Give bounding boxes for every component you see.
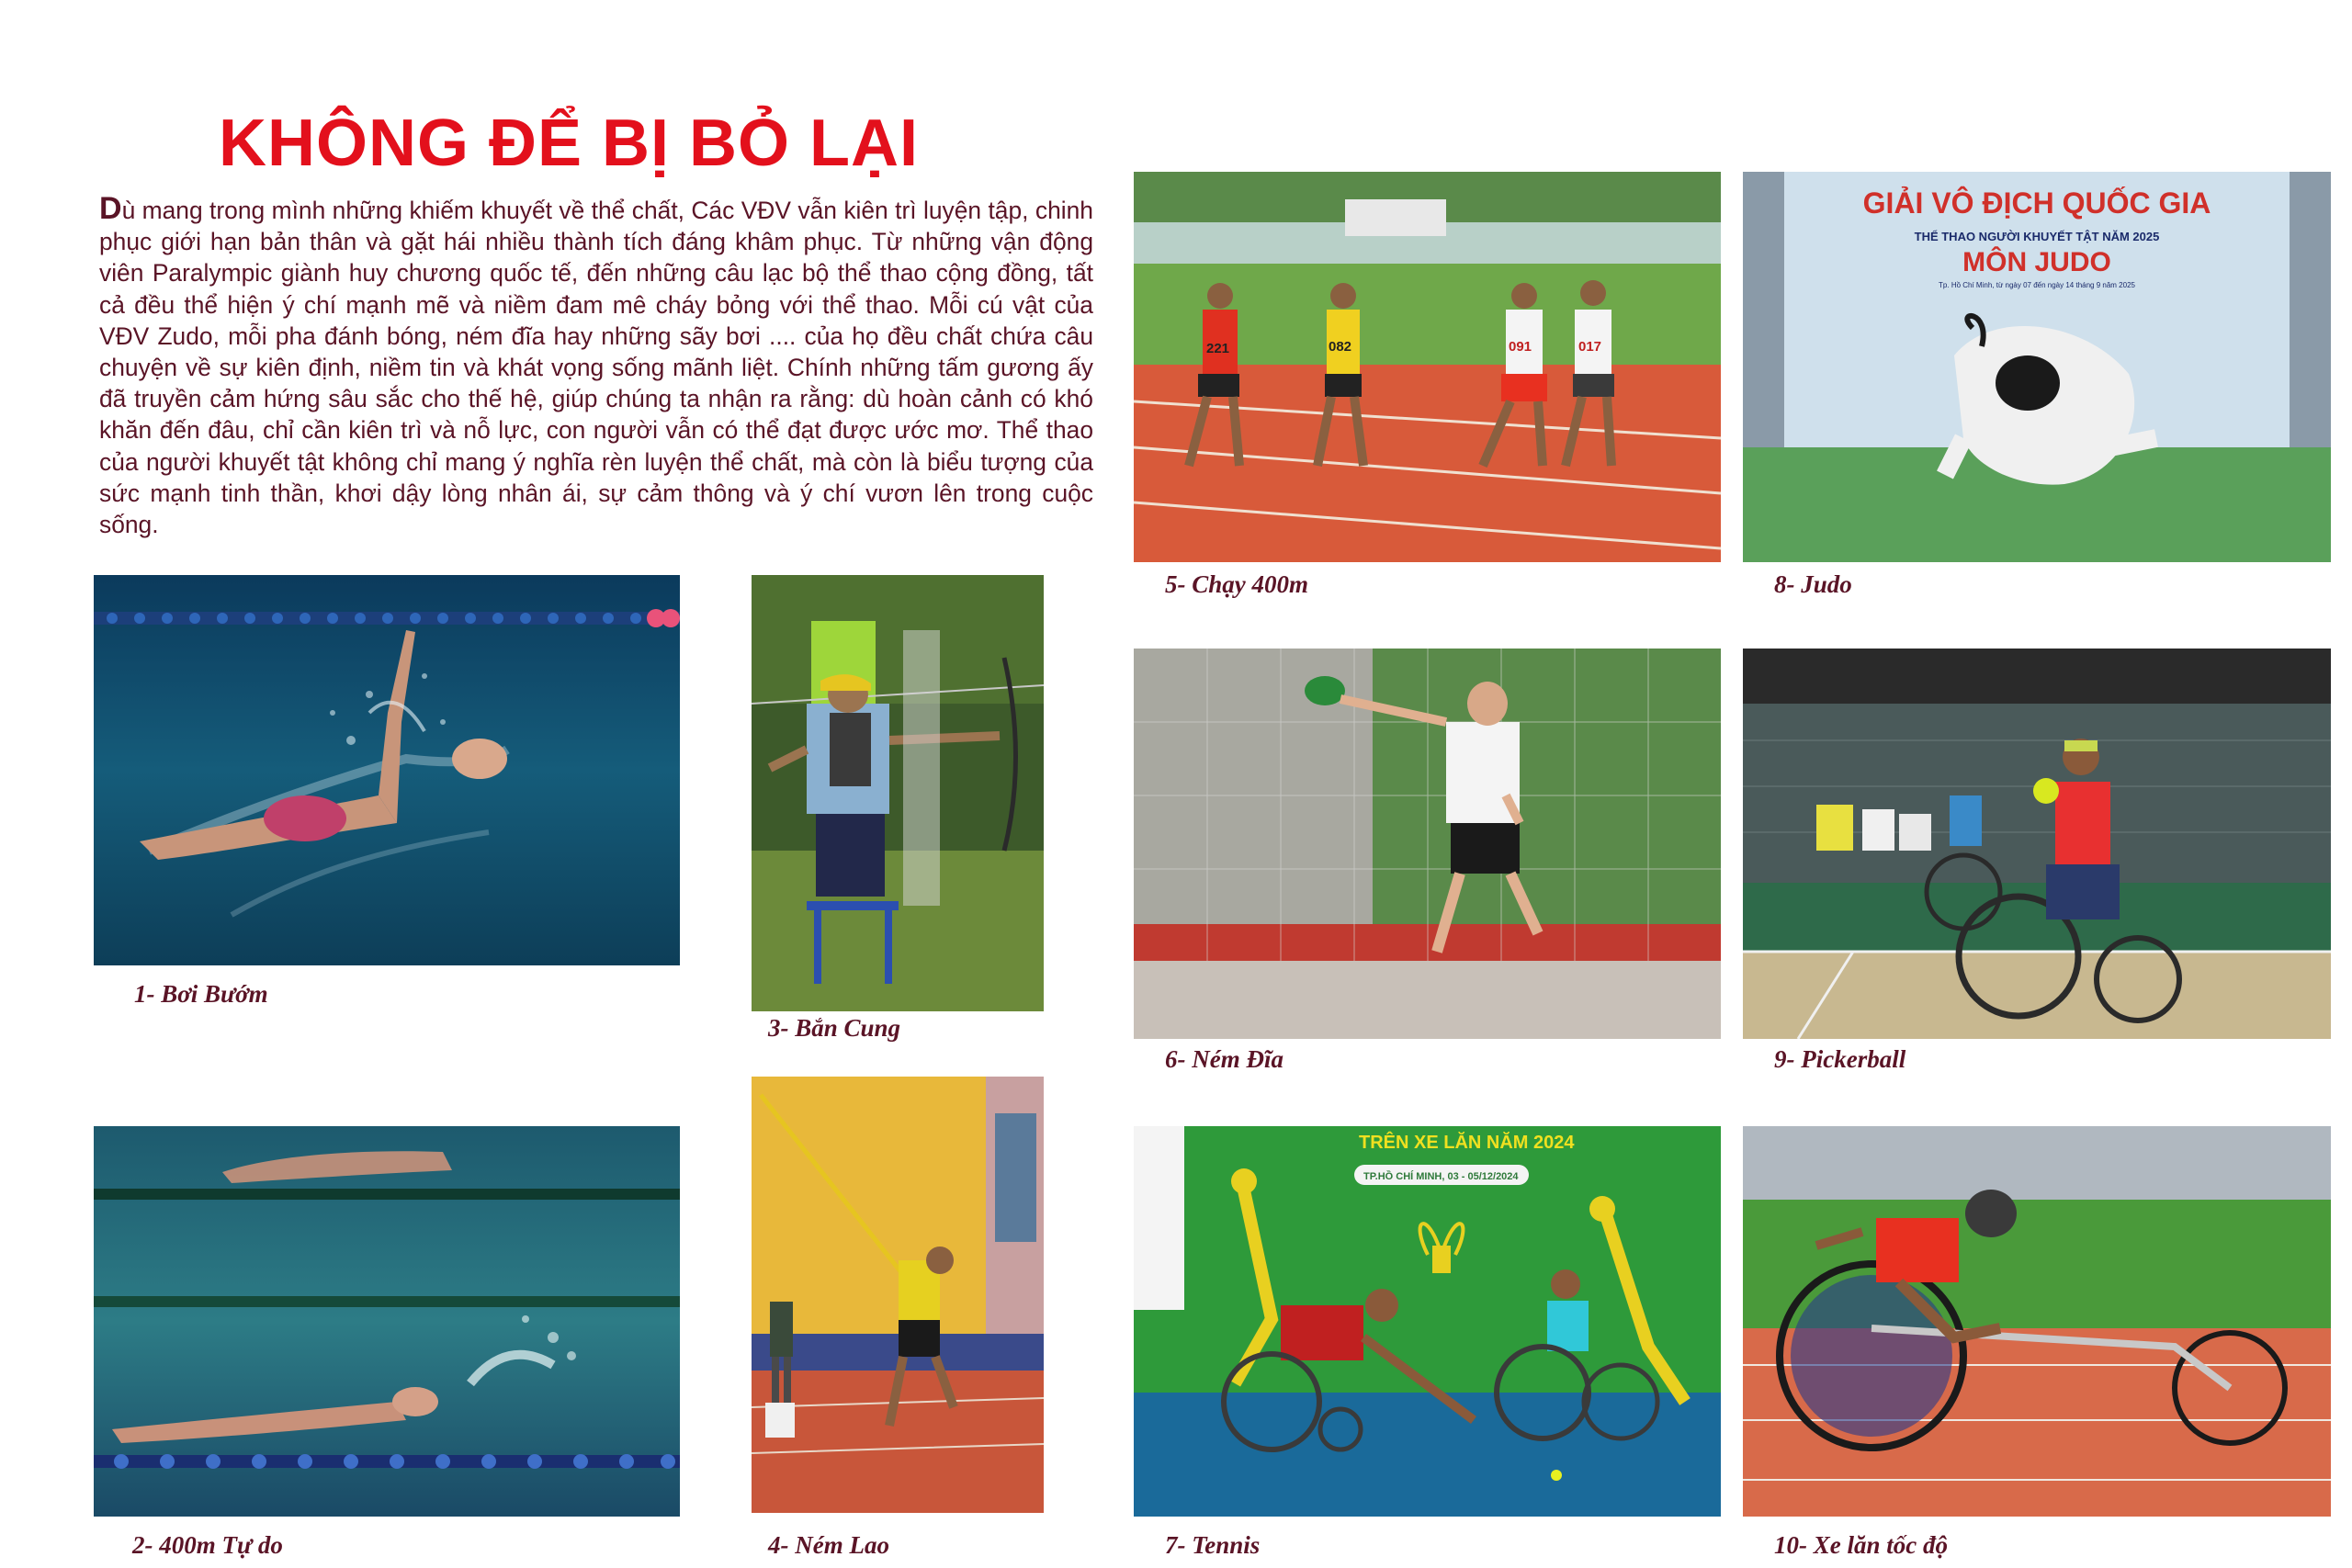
- photo-archery: [752, 575, 1044, 1011]
- photo-judo: [1743, 172, 2331, 562]
- photo-javelin: [752, 1077, 1044, 1513]
- page-title: KHÔNG ĐỂ BỊ BỎ LẠI: [219, 107, 920, 180]
- tennis-banner-line2: TP.HỒ CHÍ MINH, 03 - 05/12/2024: [1363, 1171, 1519, 1182]
- judo-banner-line4: Tp. Hồ Chí Minh, từ ngày 07 đến ngày 14 tháng 9 năm 2025: [1939, 281, 2135, 289]
- bib-4: 017: [1578, 339, 1602, 355]
- bib-2: 082: [1329, 339, 1352, 355]
- photo-freestyle-400m: [94, 1126, 680, 1517]
- caption-6: 6- Ném Đĩa: [1165, 1045, 1283, 1073]
- bib-1: 221: [1206, 341, 1230, 356]
- photo-swimming-butterfly: [94, 575, 680, 965]
- photo-discus: [1134, 649, 1721, 1039]
- photo-running-400m: [1134, 172, 1721, 562]
- intro-text: ù mang trong mình những khiếm khuyết về thể chất, Các VĐV vẫn kiên trì luyện tập, chinh phục giới hạn bản thân và gặt hái nhiều thành tích đáng khâm phục. Từ những vận động viên Paralympic giành huy chương quốc tế, đến những câu lạc bộ thể thao cộng đồng, tất cả đều thể hiện ý chí mạnh mẽ và niềm đam mê cháy bỏng với thể thao. Mỗi cú vật của VĐV Zudo, mỗi pha đánh bóng, ném đĩa hay những sãy bơi .... của họ đều chất chứa câu chuyện về sự kiên định, niềm tin và khát vọng sống mãnh liệt. Chính những tấm gương ấy đã truyền cảm hứng sâu sắc cho thế hệ, giúp chúng ta nhận ra rằng: dù hoàn cảnh có khó khăn đến đâu, chỉ cần kiên trì và nỗ lực, con người vẫn có thể đạt được ước mơ. Thể thao của người khuyết tật không chỉ mang ý nghĩa rèn luyện thể chất, mà còn là biểu tượng của sức mạnh tinh thần, khơi dậy lòng nhân ái, sự cảm thông và ý chí vươn lên trong cuộc sống.: [99, 197, 1093, 539]
- intro-paragraph: [99, 193, 1093, 540]
- judo-banner-line1: GIẢI VÔ ĐỊCH QUỐC GIA: [1862, 186, 2211, 220]
- caption-4: 4- Ném Lao: [768, 1531, 889, 1559]
- caption-2: 2- 400m Tự do: [132, 1531, 283, 1559]
- caption-1: 1- Bơi Bướm: [134, 980, 268, 1008]
- photo-wheelchair-racing: [1743, 1126, 2331, 1517]
- caption-7: 7- Tennis: [1165, 1531, 1261, 1559]
- tennis-banner-line1: TRÊN XE LĂN NĂM 2024: [1359, 1133, 1575, 1153]
- caption-9: 9- Pickerball: [1774, 1045, 1906, 1073]
- caption-10: 10- Xe lăn tốc độ: [1774, 1531, 1948, 1559]
- bib-3: 091: [1509, 339, 1532, 355]
- photo-wheelchair-tennis: [1134, 1126, 1721, 1517]
- intro-dropcap: D: [99, 191, 122, 226]
- photo-pickleball: [1743, 649, 2331, 1039]
- caption-3: 3- Bắn Cung: [768, 1014, 901, 1042]
- judo-banner-line2: THỂ THAO NGƯỜI KHUYẾT TẬT NĂM 2025: [1914, 230, 2160, 243]
- caption-5: 5- Chạy 400m: [1165, 570, 1309, 598]
- caption-8: 8- Judo: [1774, 570, 1852, 598]
- judo-banner-line3: MÔN JUDO: [1962, 247, 2111, 277]
